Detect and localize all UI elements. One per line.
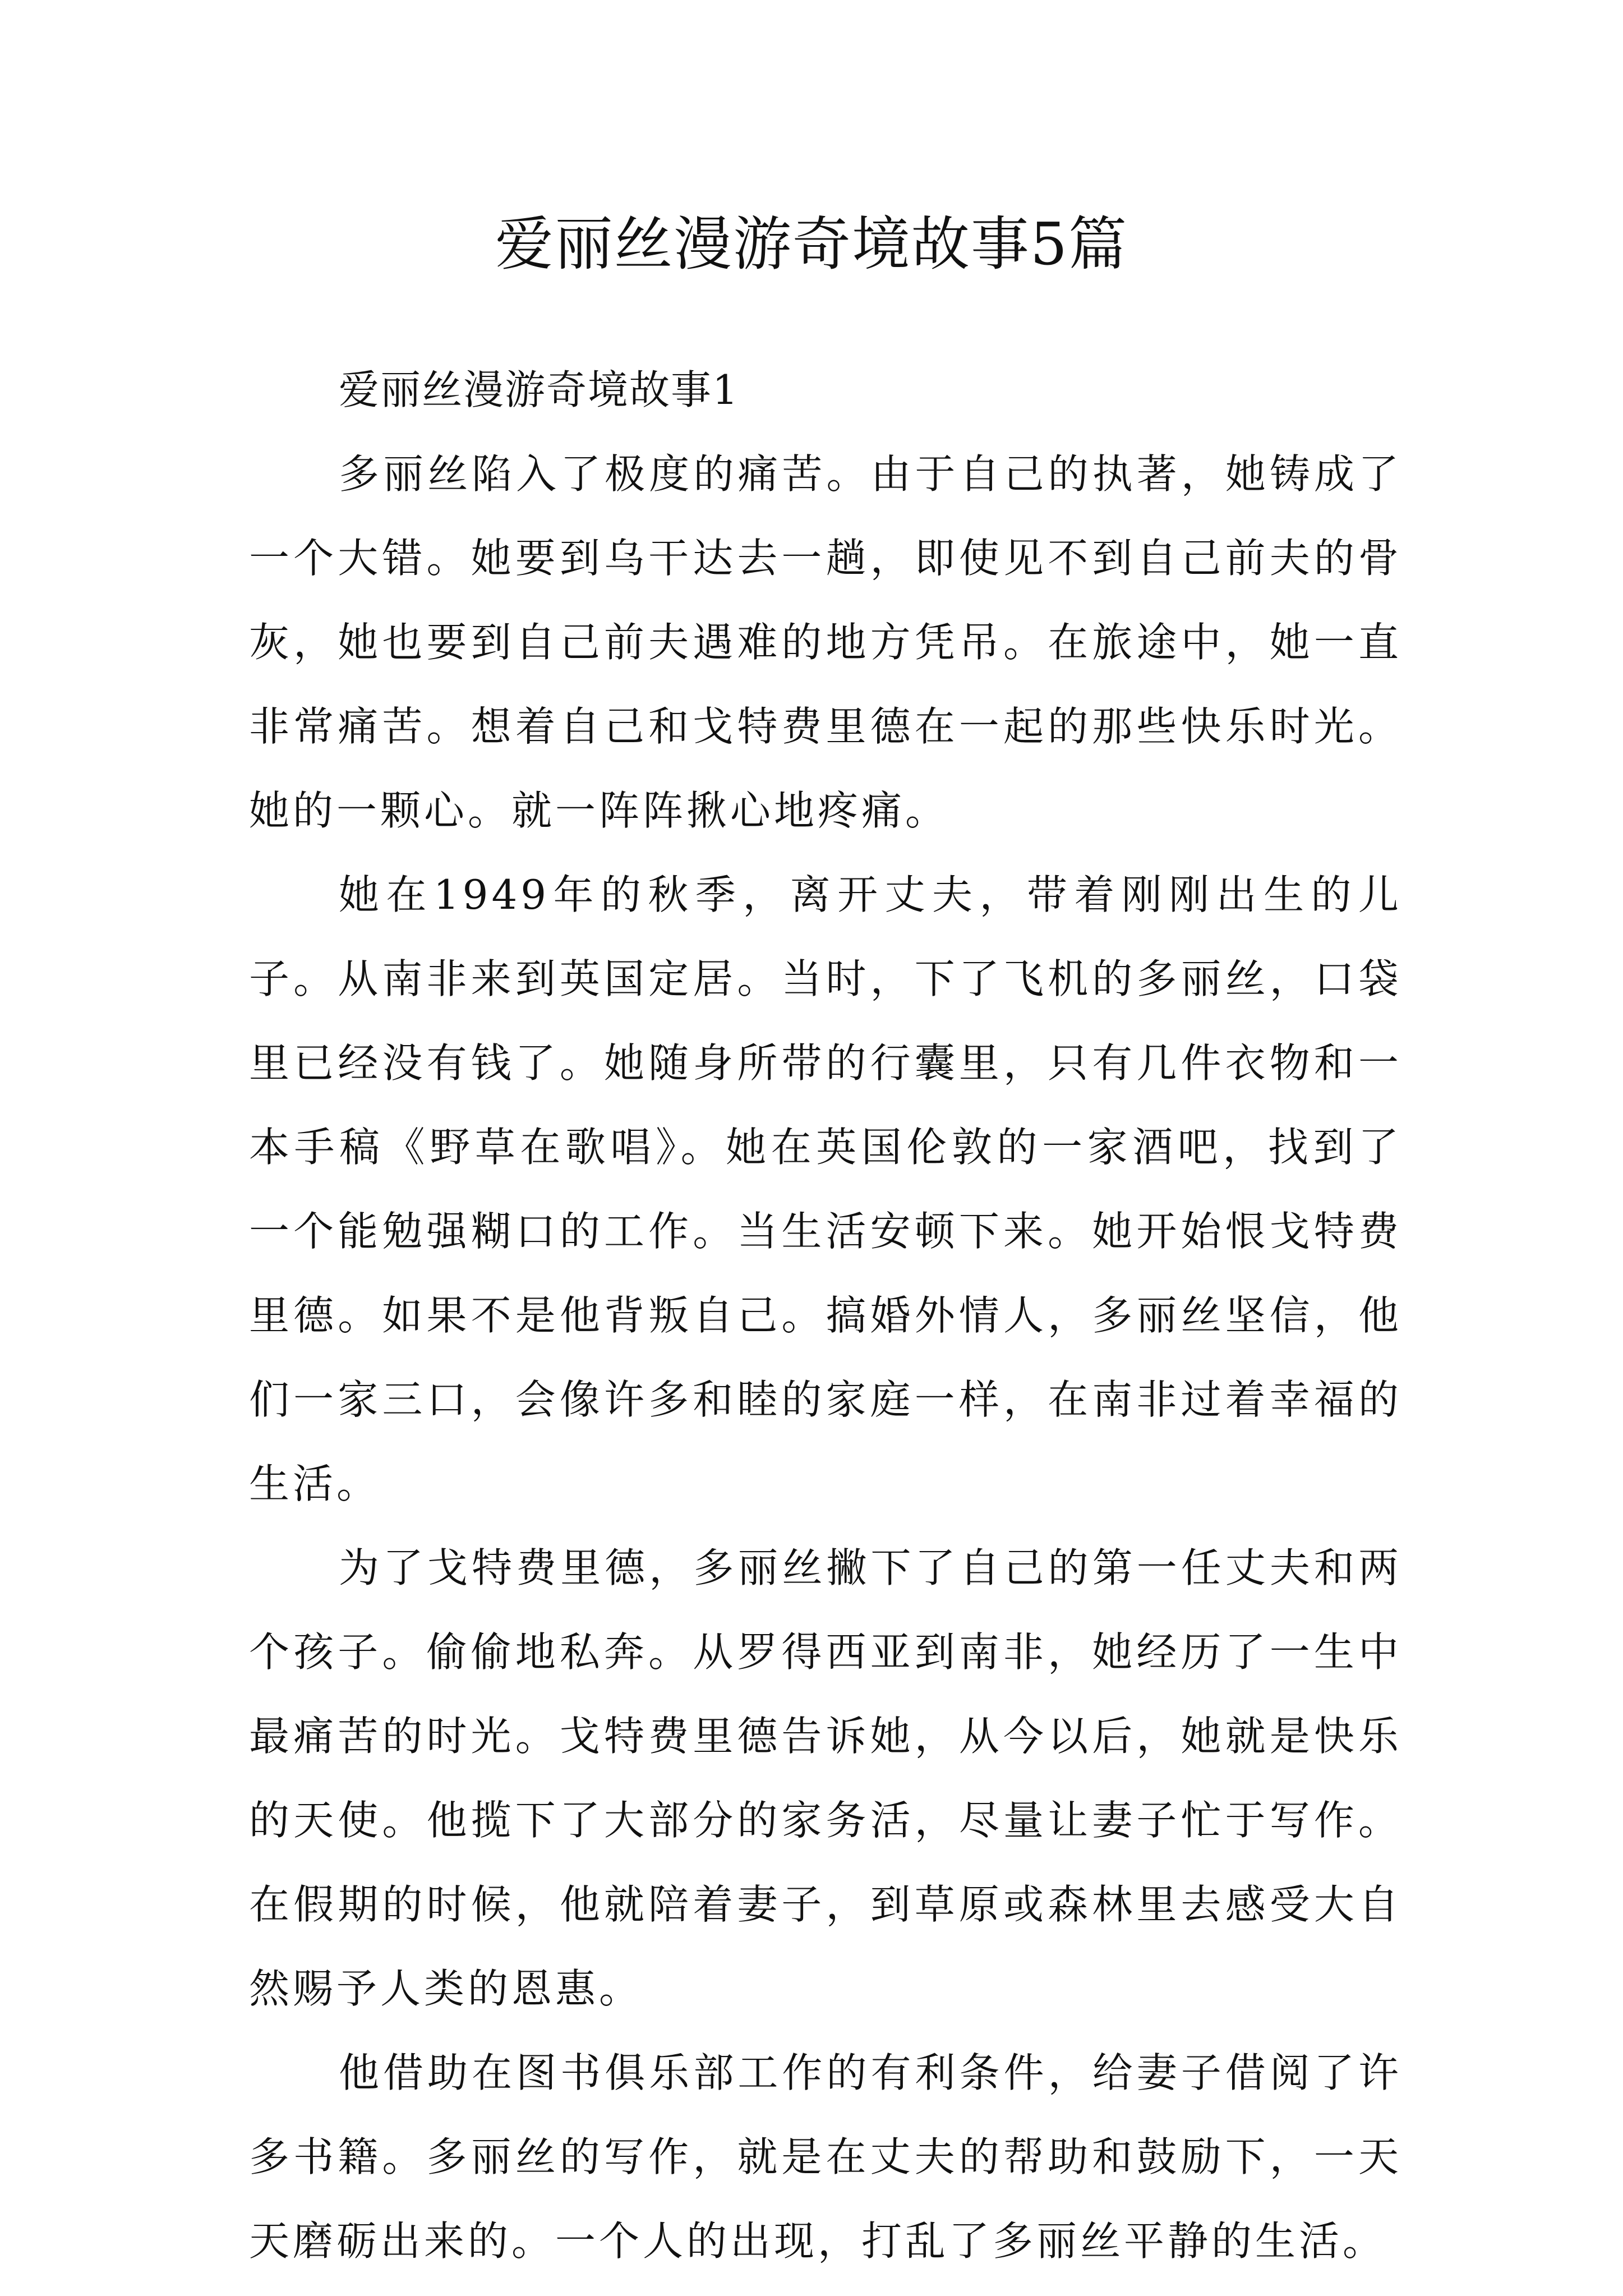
section-heading: 爱丽丝漫游奇境故事1 <box>339 366 739 413</box>
document-body <box>249 348 1402 2283</box>
paragraph-2: 她在1949年的秋季，离开丈夫，带着刚刚出生的儿子。从南非来到英国定居。当时，下了飞机的多丽丝，口袋里已经没有钱了。她随身所带的行囊里，只有几件衣物和一本手稿《野草在歌唱》。她在英国伦敦的一家酒吧，找到了一个能勉强糊口的工作。当生活安顿下来。她开始恨戈特费里德。如果不是他背叛自己。搞婚外情人，多丽丝坚信，他们一家三口，会像许多和睦的家庭一样，在南非过着幸福的生活。 <box>249 871 1402 1507</box>
document-title: 爱丽丝漫游奇境故事5篇 <box>495 210 1128 278</box>
paragraph-1: 多丽丝陷入了极度的痛苦。由于自己的执著，她铸成了一个大错。她要到乌干达去一趟，即使见不到自己前夫的骨灰，她也要到自己前夫遇难的地方凭吊。在旅途中，她一直非常痛苦。想着自己和戈特费里德在一起的那些快乐时光。她的一颗心。就一阵阵揪心地疼痛。 <box>249 450 1402 834</box>
paragraph-4: 他借助在图书俱乐部工作的有利条件，给妻子借阅了许多书籍。多丽丝的写作，就是在丈夫的帮助和鼓励下，一天天磨砺出来的。一个人的出现，打乱了多丽丝平静的生活。 <box>249 2049 1402 2265</box>
paragraph-3: 为了戈特费里德，多丽丝撇下了自己的第一任丈夫和两个孩子。偷偷地私奔。从罗得西亚到南非，她经历了一生中最痛苦的时光。戈特费里德告诉她，从今以后，她就是快乐的天使。他揽下了大部分的家务活，尽量让妻子忙于写作。在假期的时候，他就陪着妻子，到草原或森林里去感受大自然赐予人类的恩惠。 <box>249 1544 1402 2012</box>
